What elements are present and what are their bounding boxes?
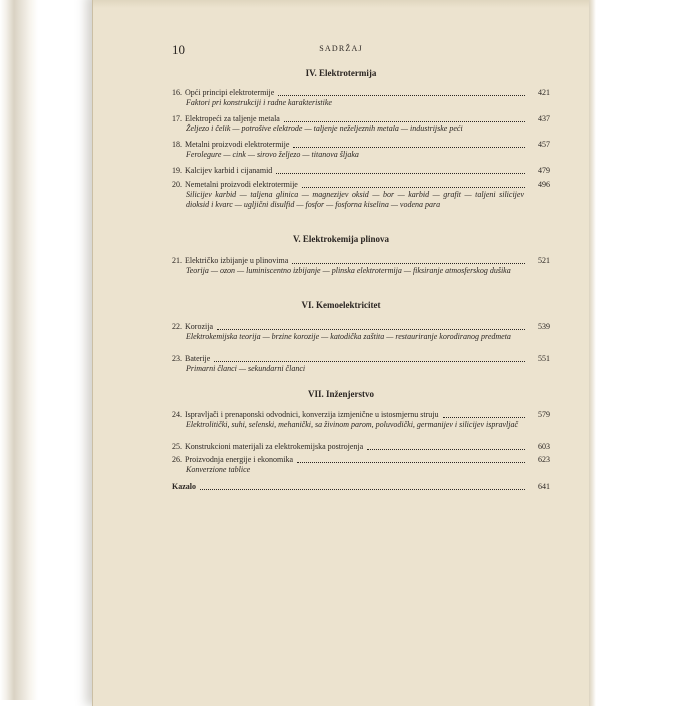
book-page	[92, 0, 589, 706]
entry-number: 24.	[172, 410, 182, 419]
entry-title: Električko izbijanje u plinovima	[185, 256, 289, 265]
leader-dots	[200, 488, 525, 490]
toc-entry	[172, 455, 550, 475]
page-edge	[588, 0, 596, 706]
entry-subtopics: Teorija — ozon — luminiscentno izbijanje — plinska elektrotermija — fiksiranje atmosferskog dušika	[186, 266, 511, 275]
leader-dots	[276, 172, 525, 174]
entry-page: 437	[538, 114, 550, 123]
leader-dots	[297, 461, 525, 463]
entry-number: 20.	[172, 180, 182, 189]
entry-number: 18.	[172, 140, 182, 149]
entry-number: 23.	[172, 354, 182, 363]
entry-subtopics: Ferolegure — cink — sirovo željezo — titanova šljaka	[186, 150, 359, 159]
entry-subtopics: Konverzione tablice	[186, 465, 251, 474]
toc-entry	[172, 256, 550, 276]
toc-entry	[172, 410, 550, 430]
entry-title: Baterije	[185, 354, 211, 363]
entry-number: 25.	[172, 442, 182, 451]
entry-subtopics: Silicijev karbid — taljena glinica — magnezijev oksid — bor — karbid — grafit — taljeni silicijev dioksid i kvarc — ugljični disulfid — fosfor — fosforna kiselina — vodena para	[186, 190, 524, 209]
leader-dots	[293, 146, 525, 148]
entry-page: 539	[538, 322, 550, 331]
entry-number: 26.	[172, 455, 182, 464]
entry-subtopics: Faktori pri konstrukciji i radne karakteristike	[186, 98, 332, 107]
entry-number: 19.	[172, 166, 182, 175]
section-heading: IV. Elektrotermija	[305, 68, 377, 78]
entry-subtopics: Elektrolitički, suhi, selenski, mehanički, sa živinom parom, poluvodički, germanijev i silicijev ispravljač	[186, 420, 518, 429]
entry-number: 22.	[172, 322, 182, 331]
leader-dots	[367, 448, 525, 450]
toc-entry	[172, 322, 550, 342]
toc-index-entry	[172, 482, 550, 492]
toc-entry	[172, 88, 550, 108]
entry-title: Korozija	[185, 322, 213, 331]
section-heading: VII. Inženjerstvo	[308, 389, 374, 399]
leader-dots	[292, 262, 525, 264]
entry-number: 16.	[172, 88, 182, 97]
leader-dots	[278, 94, 525, 96]
entry-title: Proizvodnja energije i ekonomika	[185, 455, 294, 464]
entry-subtopics: Elektrokemijska teorija — brzine korozije — katodička zaštita — restauriranje korodiranog predmeta	[186, 332, 511, 341]
entry-subtopics: Željezo i čelik — potrošive elektrode — taljenje neželjeznih metala — industrijske peći	[186, 124, 463, 133]
entry-page: 579	[538, 410, 550, 419]
page-content	[93, 0, 589, 706]
entry-page: 479	[538, 166, 550, 175]
page-number: 10	[172, 42, 185, 57]
entry-subtopics: Primarni članci — sekundarni članci	[186, 364, 306, 373]
entry-page: 457	[538, 140, 550, 149]
section-heading: V. Elektrokemija plinova	[293, 234, 389, 244]
toc-entry	[172, 354, 550, 374]
entry-page: 603	[538, 442, 550, 451]
entry-page: 551	[538, 354, 550, 363]
entry-page: 496	[538, 180, 550, 189]
entry-title: Kalcijev karbid i cijanamid	[185, 166, 273, 175]
section-heading: VI. Kemoelektricitet	[301, 300, 381, 310]
index-page: 641	[538, 482, 550, 491]
toc-entry	[172, 114, 550, 134]
leader-dots	[284, 120, 525, 122]
entry-title: Metalni proizvodi elektrotermije	[185, 140, 290, 149]
toc-entry	[172, 166, 550, 176]
index-title: Kazalo	[172, 482, 196, 491]
running-title: SADRŽAJ	[319, 44, 363, 53]
leader-dots	[214, 360, 525, 362]
entry-title: Opći principi elektrotermije	[185, 88, 275, 97]
entry-page: 521	[538, 256, 550, 265]
entry-number: 17.	[172, 114, 182, 123]
leader-dots	[217, 328, 525, 330]
entry-title: Nemetalni proizvodi elektrotermije	[185, 180, 298, 189]
entry-number: 21.	[172, 256, 182, 265]
entry-title: Elektropeći za taljenje metala	[185, 114, 280, 123]
leader-dots	[302, 186, 525, 188]
entry-page: 421	[538, 88, 550, 97]
entry-page: 623	[538, 455, 550, 464]
toc-entry	[172, 442, 550, 452]
leader-dots	[443, 416, 526, 418]
toc-entry	[172, 180, 550, 210]
entry-title: Ispravljači i prenaponski odvodnici, konverzija izmjenične u istosmjernu struju	[185, 410, 439, 419]
entry-title: Konstrukcioni materijali za elektrokemijska postrojenja	[185, 442, 364, 451]
toc-entry	[172, 140, 550, 160]
